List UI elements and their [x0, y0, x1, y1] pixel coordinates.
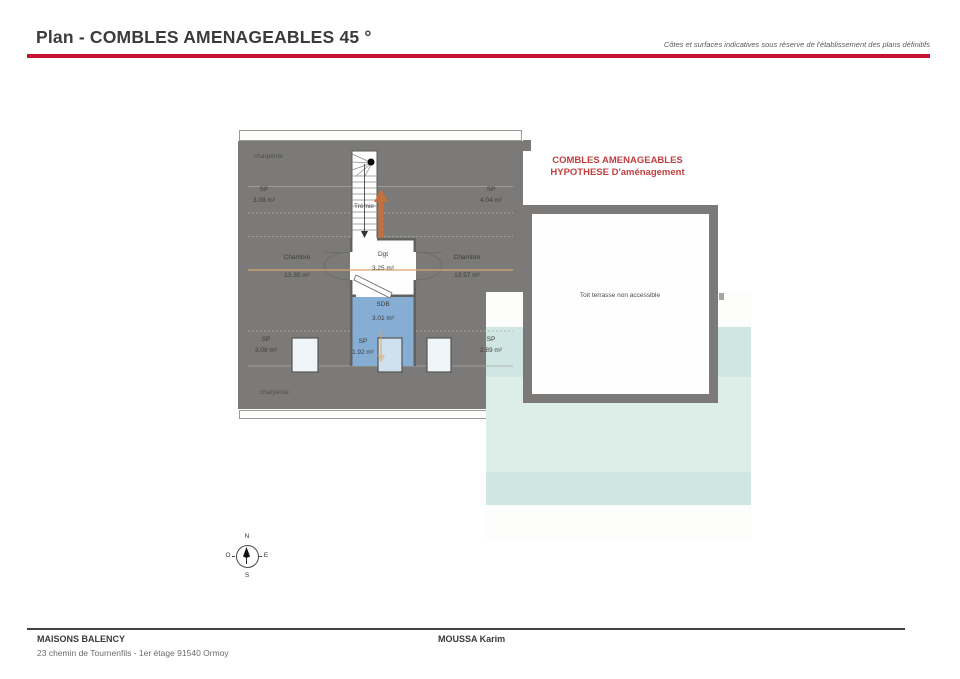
room-label-dgt	[361, 251, 405, 272]
compass-east-label: E	[263, 552, 269, 559]
room-area: 4.04 m²	[479, 197, 503, 204]
room-name: SP	[486, 336, 496, 343]
compass-west-label: O	[225, 552, 231, 559]
footer-client: MOUSSA Karim	[438, 634, 506, 644]
room-area: 13.35 m²	[284, 272, 310, 279]
compass-rose	[225, 533, 269, 579]
room-name: Chambre	[453, 254, 481, 261]
room-name: SP	[261, 336, 271, 343]
room-area: 3.08 m²	[254, 347, 278, 354]
room-area: 3.25 m²	[371, 265, 395, 272]
room-area: 2.89 m²	[479, 347, 503, 354]
footer-rule	[27, 628, 905, 630]
compass-north-label: N	[244, 533, 250, 540]
roof-terrace	[523, 205, 718, 403]
sp-strip-bottom	[486, 472, 751, 505]
room-name: SP	[358, 338, 368, 345]
compass-south-label: S	[244, 572, 250, 579]
room-label-sp-top-left	[244, 186, 284, 204]
page-title: Plan - COMBLES AMENAGEABLES 45 °	[36, 27, 372, 47]
footer-company: MAISONS BALENCY	[37, 634, 126, 644]
room-label-sp-top-right	[471, 186, 511, 204]
charpente-label-top: charpente	[254, 153, 283, 160]
footer-address: 23 chemin de Tournenfils - 1er étage 91540 Ormoy	[37, 648, 229, 658]
annotation-line2: HYPOTHESE D'aménagement	[550, 167, 685, 178]
door-arc-right	[416, 252, 442, 280]
newel-post-dot	[368, 159, 375, 166]
charpente-label-bottom: charpente	[260, 389, 289, 396]
room-area: 3.08 m²	[252, 197, 276, 204]
window-right	[427, 338, 451, 372]
room-name: SP	[486, 186, 496, 193]
annotation-line1: COMBLES AMENAGEABLES	[552, 155, 683, 166]
room-label-chambre-left	[270, 254, 324, 279]
tremie-label: Trémie	[354, 203, 374, 210]
room-area: 3.01 m²	[371, 315, 395, 322]
room-label-chambre-right	[440, 254, 494, 279]
room-area: 1.92 m²	[351, 349, 375, 356]
header-rule	[27, 54, 930, 58]
room-label-sdb	[361, 301, 405, 322]
compass-needle-icon	[236, 545, 257, 566]
room-label-sp-bottom-left	[246, 336, 286, 354]
hypothesis-annotation	[505, 155, 730, 179]
compass-dash-east	[259, 556, 262, 557]
room-name: Chambre	[283, 254, 311, 261]
room-name: Dgt	[377, 251, 389, 258]
room-label-sp-bottom-center	[343, 338, 383, 356]
room-name: SP	[259, 186, 269, 193]
compass-dash-west	[232, 556, 235, 557]
survey-tick	[719, 293, 724, 300]
terrace-label: Toit terrasse non accessible	[579, 292, 661, 299]
window-left	[292, 338, 318, 372]
room-area: 13.57 m²	[454, 272, 480, 279]
room-label-sp-bottom-right	[471, 336, 511, 354]
room-name: SDB	[376, 301, 390, 308]
door-arc-left	[324, 252, 350, 280]
disclaimer-text: Côtes et surfaces indicatives sous réserve de l'établissement des plans définitifs	[663, 40, 930, 49]
